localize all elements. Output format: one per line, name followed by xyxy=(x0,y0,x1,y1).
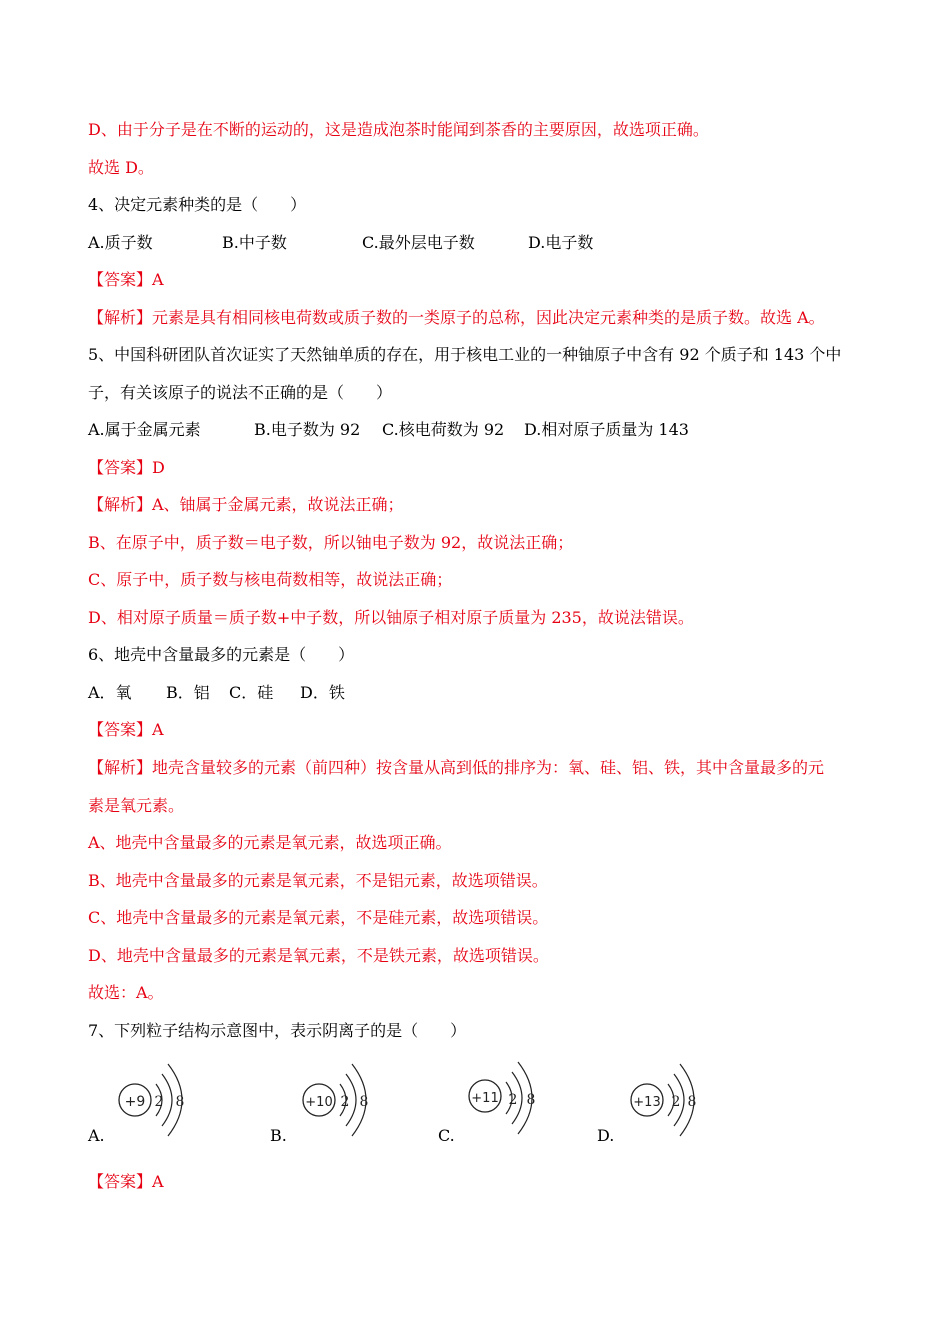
q7-option-a-letter: A. xyxy=(88,1126,105,1145)
analysis-line: B、在原子中，质子数＝电子数，所以铀电子数为 92，故说法正确； xyxy=(88,533,574,552)
analysis-line: A、地壳中含量最多的元素是氧元素，故选项正确。 xyxy=(88,833,452,852)
shell-2-count: 8 xyxy=(175,1094,185,1110)
answer-line: 【答案】D xyxy=(88,458,165,477)
q5-option-d: D.相对原子质量为 143 xyxy=(524,420,689,439)
answer-line: 【答案】A xyxy=(88,1172,164,1191)
q4-option-a: A.质子数 xyxy=(88,233,153,252)
q7-option-b-letter: B. xyxy=(270,1126,287,1145)
q5-option-a: A.属于金属元素 xyxy=(88,420,201,439)
q6-option-c: C．硅 xyxy=(229,683,274,702)
analysis-line: 【解析】A、铀属于金属元素，故说法正确； xyxy=(88,495,404,514)
shell-1-count: 2 xyxy=(508,1092,518,1108)
shell-2-count: 8 xyxy=(687,1094,697,1110)
conclusion-line: 故选：A。 xyxy=(88,983,164,1002)
q4-option-b: B.中子数 xyxy=(222,233,287,252)
analysis-line: D、地壳中含量最多的元素是氧元素，不是铁元素，故选项错误。 xyxy=(88,946,549,965)
answer-line: 【答案】A xyxy=(88,720,164,739)
shell-2-count: 8 xyxy=(359,1094,369,1110)
q7-option-d-letter: D. xyxy=(597,1126,615,1145)
question-7: 7、下列粒子结构示意图中，表示阴离子的是（ ） xyxy=(88,1021,467,1040)
answer-line: 【答案】A xyxy=(88,270,164,289)
q5-option-b: B.电子数为 92 xyxy=(254,420,361,439)
analysis-line: C、地壳中含量最多的元素是氧元素，不是硅元素，故选项错误。 xyxy=(88,908,549,927)
q4-option-c: C.最外层电子数 xyxy=(362,233,475,252)
analysis-line: 素是氧元素。 xyxy=(88,796,185,815)
q4-option-d: D.电子数 xyxy=(528,233,594,252)
nucleus-label: +10 xyxy=(305,1095,333,1110)
q5-option-c: C.核电荷数为 92 xyxy=(382,420,505,439)
atom-diagram-b xyxy=(294,1052,414,1142)
q6-option-b: B．铝 xyxy=(166,683,210,702)
shell-1-count: 2 xyxy=(154,1094,164,1110)
analysis-line: C、原子中，质子数与核电荷数相等，故说法正确； xyxy=(88,570,453,589)
conclusion-line: 故选 D。 xyxy=(88,158,154,177)
shell-1-count: 2 xyxy=(671,1094,681,1110)
question-4: 4、决定元素种类的是（ ） xyxy=(88,195,307,214)
atom-diagram-d xyxy=(622,1052,742,1142)
q6-option-a: A．氧 xyxy=(88,683,132,702)
question-5: 5、中国科研团队首次证实了天然铀单质的存在，用于核电工业的一种铀原子中含有 92 个质子和 143 个中 xyxy=(88,345,842,364)
nucleus-label: +11 xyxy=(471,1091,499,1106)
analysis-line: D、相对原子质量＝质子数+中子数，所以铀原子相对原子质量为 235，故说法错误。 xyxy=(88,608,694,627)
shell-2-count: 8 xyxy=(526,1092,536,1108)
question-6: 6、地壳中含量最多的元素是（ ） xyxy=(88,645,355,664)
nucleus-label: +13 xyxy=(633,1095,661,1110)
q6-option-d: D．铁 xyxy=(300,683,345,702)
nucleus-label: +9 xyxy=(124,1094,146,1110)
atom-diagram-a xyxy=(110,1052,230,1142)
shell-1-count: 2 xyxy=(340,1094,350,1110)
atom-diagram-c xyxy=(460,1052,580,1142)
analysis-line: D、由于分子是在不断的运动的，这是造成泡茶时能闻到茶香的主要原因，故选项正确。 xyxy=(88,120,709,139)
analysis-line: 【解析】地壳含量较多的元素（前四种）按含量从高到低的排序为：氧、硅、铝、铁，其中含量最多的元 xyxy=(88,758,825,777)
question-5-cont: 子，有关该原子的说法不正确的是（ ） xyxy=(88,383,393,402)
analysis-line: 【解析】元素是具有相同核电荷数或质子数的一类原子的总称，因此决定元素种类的是质子数。故选 A。 xyxy=(88,308,825,327)
q7-option-c-letter: C. xyxy=(438,1126,455,1145)
analysis-line: B、地壳中含量最多的元素是氧元素，不是铝元素，故选项错误。 xyxy=(88,871,548,890)
